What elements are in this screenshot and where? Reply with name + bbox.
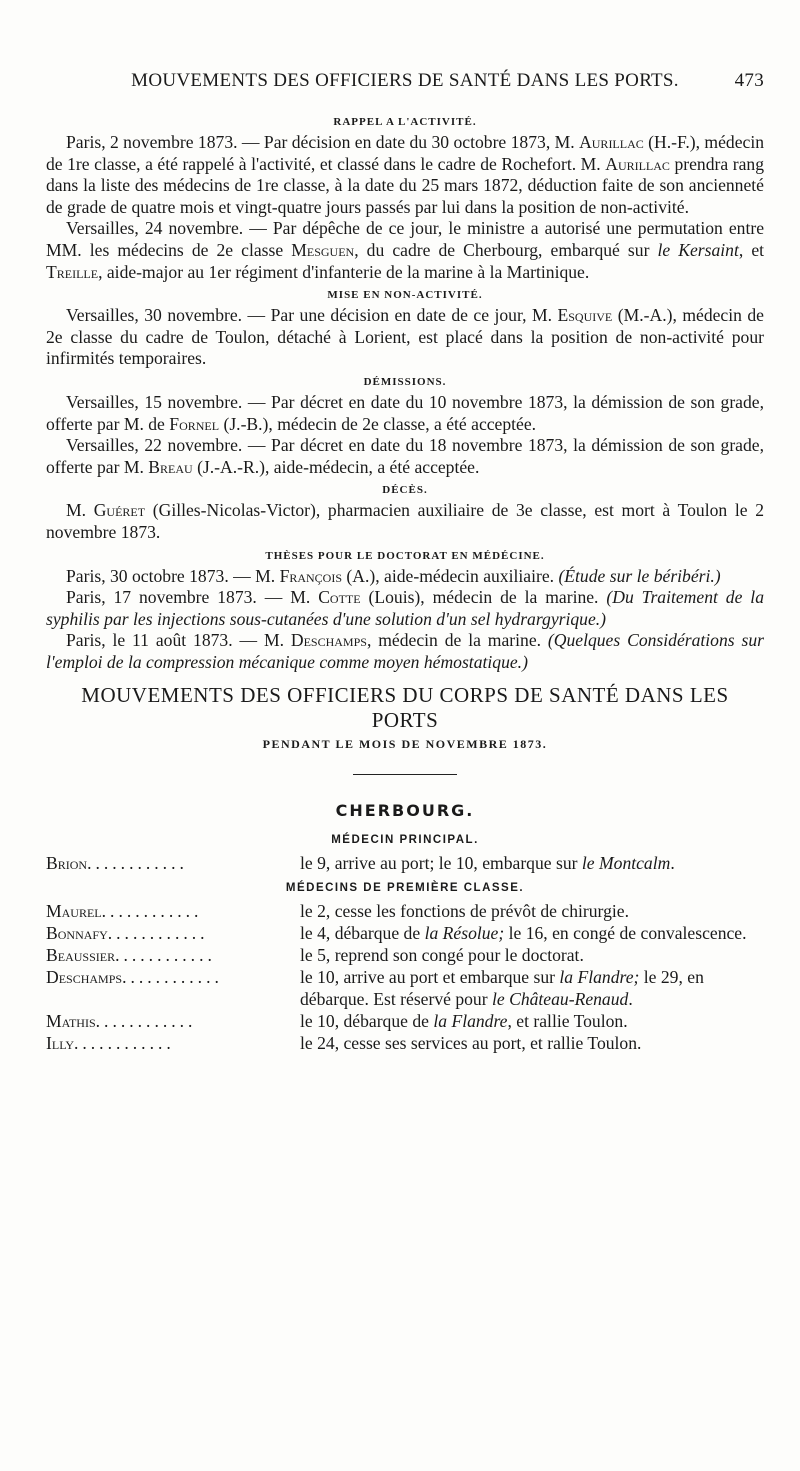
list-item: Maurel............ le 2, cesse les fonctions de prévôt de chirurgie. bbox=[46, 901, 629, 922]
paragraph-permutation: Versailles, 24 novembre. — Par dépêche de ce jour, le ministre a autorisé une permutation entre MM. les médecins de 2e classe Mesguen, du cadre de Cherbourg, embarqué sur le Kersaint, et Treille, aide-major au 1er régiment d'infanterie de la marine à la Martinique. bbox=[46, 218, 765, 282]
grade-heading-principal: MÉDECIN PRINCIPAL. bbox=[331, 834, 479, 847]
grade-heading-premiere: MÉDECINS DE PREMIÈRE CLASSE. bbox=[285, 882, 525, 895]
paragraph-non-activite: Versailles, 30 novembre. — Par une décision en date de ce jour, M. Esquive (M.-A.), médecin de 2e classe du cadre de Toulon, détaché à Lorient, est placé dans la position de non-activité pour infirmités temporaires. bbox=[46, 305, 764, 369]
paragraph-these-1: Paris, 30 octobre 1873. — M. François (A.), aide-médecin auxiliaire. (Étude sur le béribéri.) bbox=[66, 565, 721, 586]
list-item: Brion............ le 9, arrive au port; le 10, embarque sur le Montcalm. bbox=[46, 853, 675, 874]
list-item: Deschamps............ le 10, arrive au port et embarque sur la Flandre; le 29, en débarque. Est réservé pour le Château-Renaud. bbox=[46, 967, 704, 1010]
list-item: Beaussier............ le 5, reprend son congé pour le doctorat. bbox=[46, 945, 584, 966]
list-item: Mathis............ le 10, débarque de la Flandre, et rallie Toulon. bbox=[46, 1011, 628, 1032]
running-title: MOUVEMENTS DES OFFICIERS DE SANTÉ DANS LES PORTS. bbox=[131, 70, 679, 91]
section-rappel-heading: RAPPEL A L'ACTIVITÉ. bbox=[333, 116, 477, 128]
section-deces-heading: DÉCÈS. bbox=[382, 484, 428, 497]
paragraph-demission-2: Versailles, 22 novembre. — Par décret en date du 18 novembre 1873, la démission de son grade, offerte par M. Breau (J.-A.-R.), aide-médecin, a été acceptée. bbox=[46, 435, 764, 477]
paragraph-these-3: Paris, le 11 août 1873. — M. Deschamps, médecin de la marine. (Quelques Considérations sur l'emploi de la compression mécanique comme moyen hémostatique.) bbox=[46, 630, 764, 672]
section-non-activite-heading: MISE EN NON-ACTIVITÉ. bbox=[327, 289, 483, 302]
main-title: MOUVEMENTS DES OFFICIERS DU CORPS DE SANTÉ DANS LES PORTS bbox=[81, 683, 729, 733]
running-header bbox=[46, 70, 764, 110]
paragraph-demission-1: Versailles, 15 novembre. — Par décret en date du 10 novembre 1873, la démission de son grade, offerte par M. de Fornel (J.-B.), médecin de 2e classe, a été acceptée. bbox=[46, 391, 764, 434]
page-number: 473 bbox=[734, 70, 764, 91]
section-demissions-heading: DÉMISSIONS. bbox=[363, 375, 447, 388]
paragraph-these-2: Paris, 17 novembre 1873. — M. Cotte (Louis), médecin de la marine. (Du Traitement de la syphilis par les injections sous-cutanées d'une solution d'un sel hydrargyrique.) bbox=[46, 587, 764, 629]
list-item: Bonnafy............ le 4, débarque de la Résolue; le 16, en congé de convalescence. bbox=[46, 923, 747, 944]
list-item: Illy............ le 24, cesse ses services au port, et rallie Toulon. bbox=[46, 1033, 642, 1054]
paragraph-rappel: Paris, 2 novembre 1873. — Par décision en date du 30 octobre 1873, M. Aurillac (H.-F.), médecin de 1re classe, a été rappelé à l'activité, et classé dans le cadre de Rochefort. M. Aurillac prendra rang dans la liste des médecins de 1re classe, à la date du 25 mars 1872, déduction faite de son ancienneté de grade de quatre mois et vingt-quatre jours passés par lui dans la position de non-activité. bbox=[46, 132, 765, 217]
main-subtitle: PENDANT LE MOIS DE NOVEMBRE 1873. bbox=[262, 737, 548, 752]
section-theses-heading: THÈSES POUR LE DOCTORAT EN MÉDÉCINE. bbox=[265, 549, 545, 562]
divider-rule bbox=[353, 774, 457, 775]
document-page bbox=[46, 70, 764, 1054]
paragraph-deces: M. Guéret (Gilles-Nicolas-Victor), pharmacien auxiliaire de 3e classe, est mort à Toulon le 2 novembre 1873. bbox=[46, 500, 765, 542]
port-heading: CHERBOURG. bbox=[335, 801, 475, 821]
